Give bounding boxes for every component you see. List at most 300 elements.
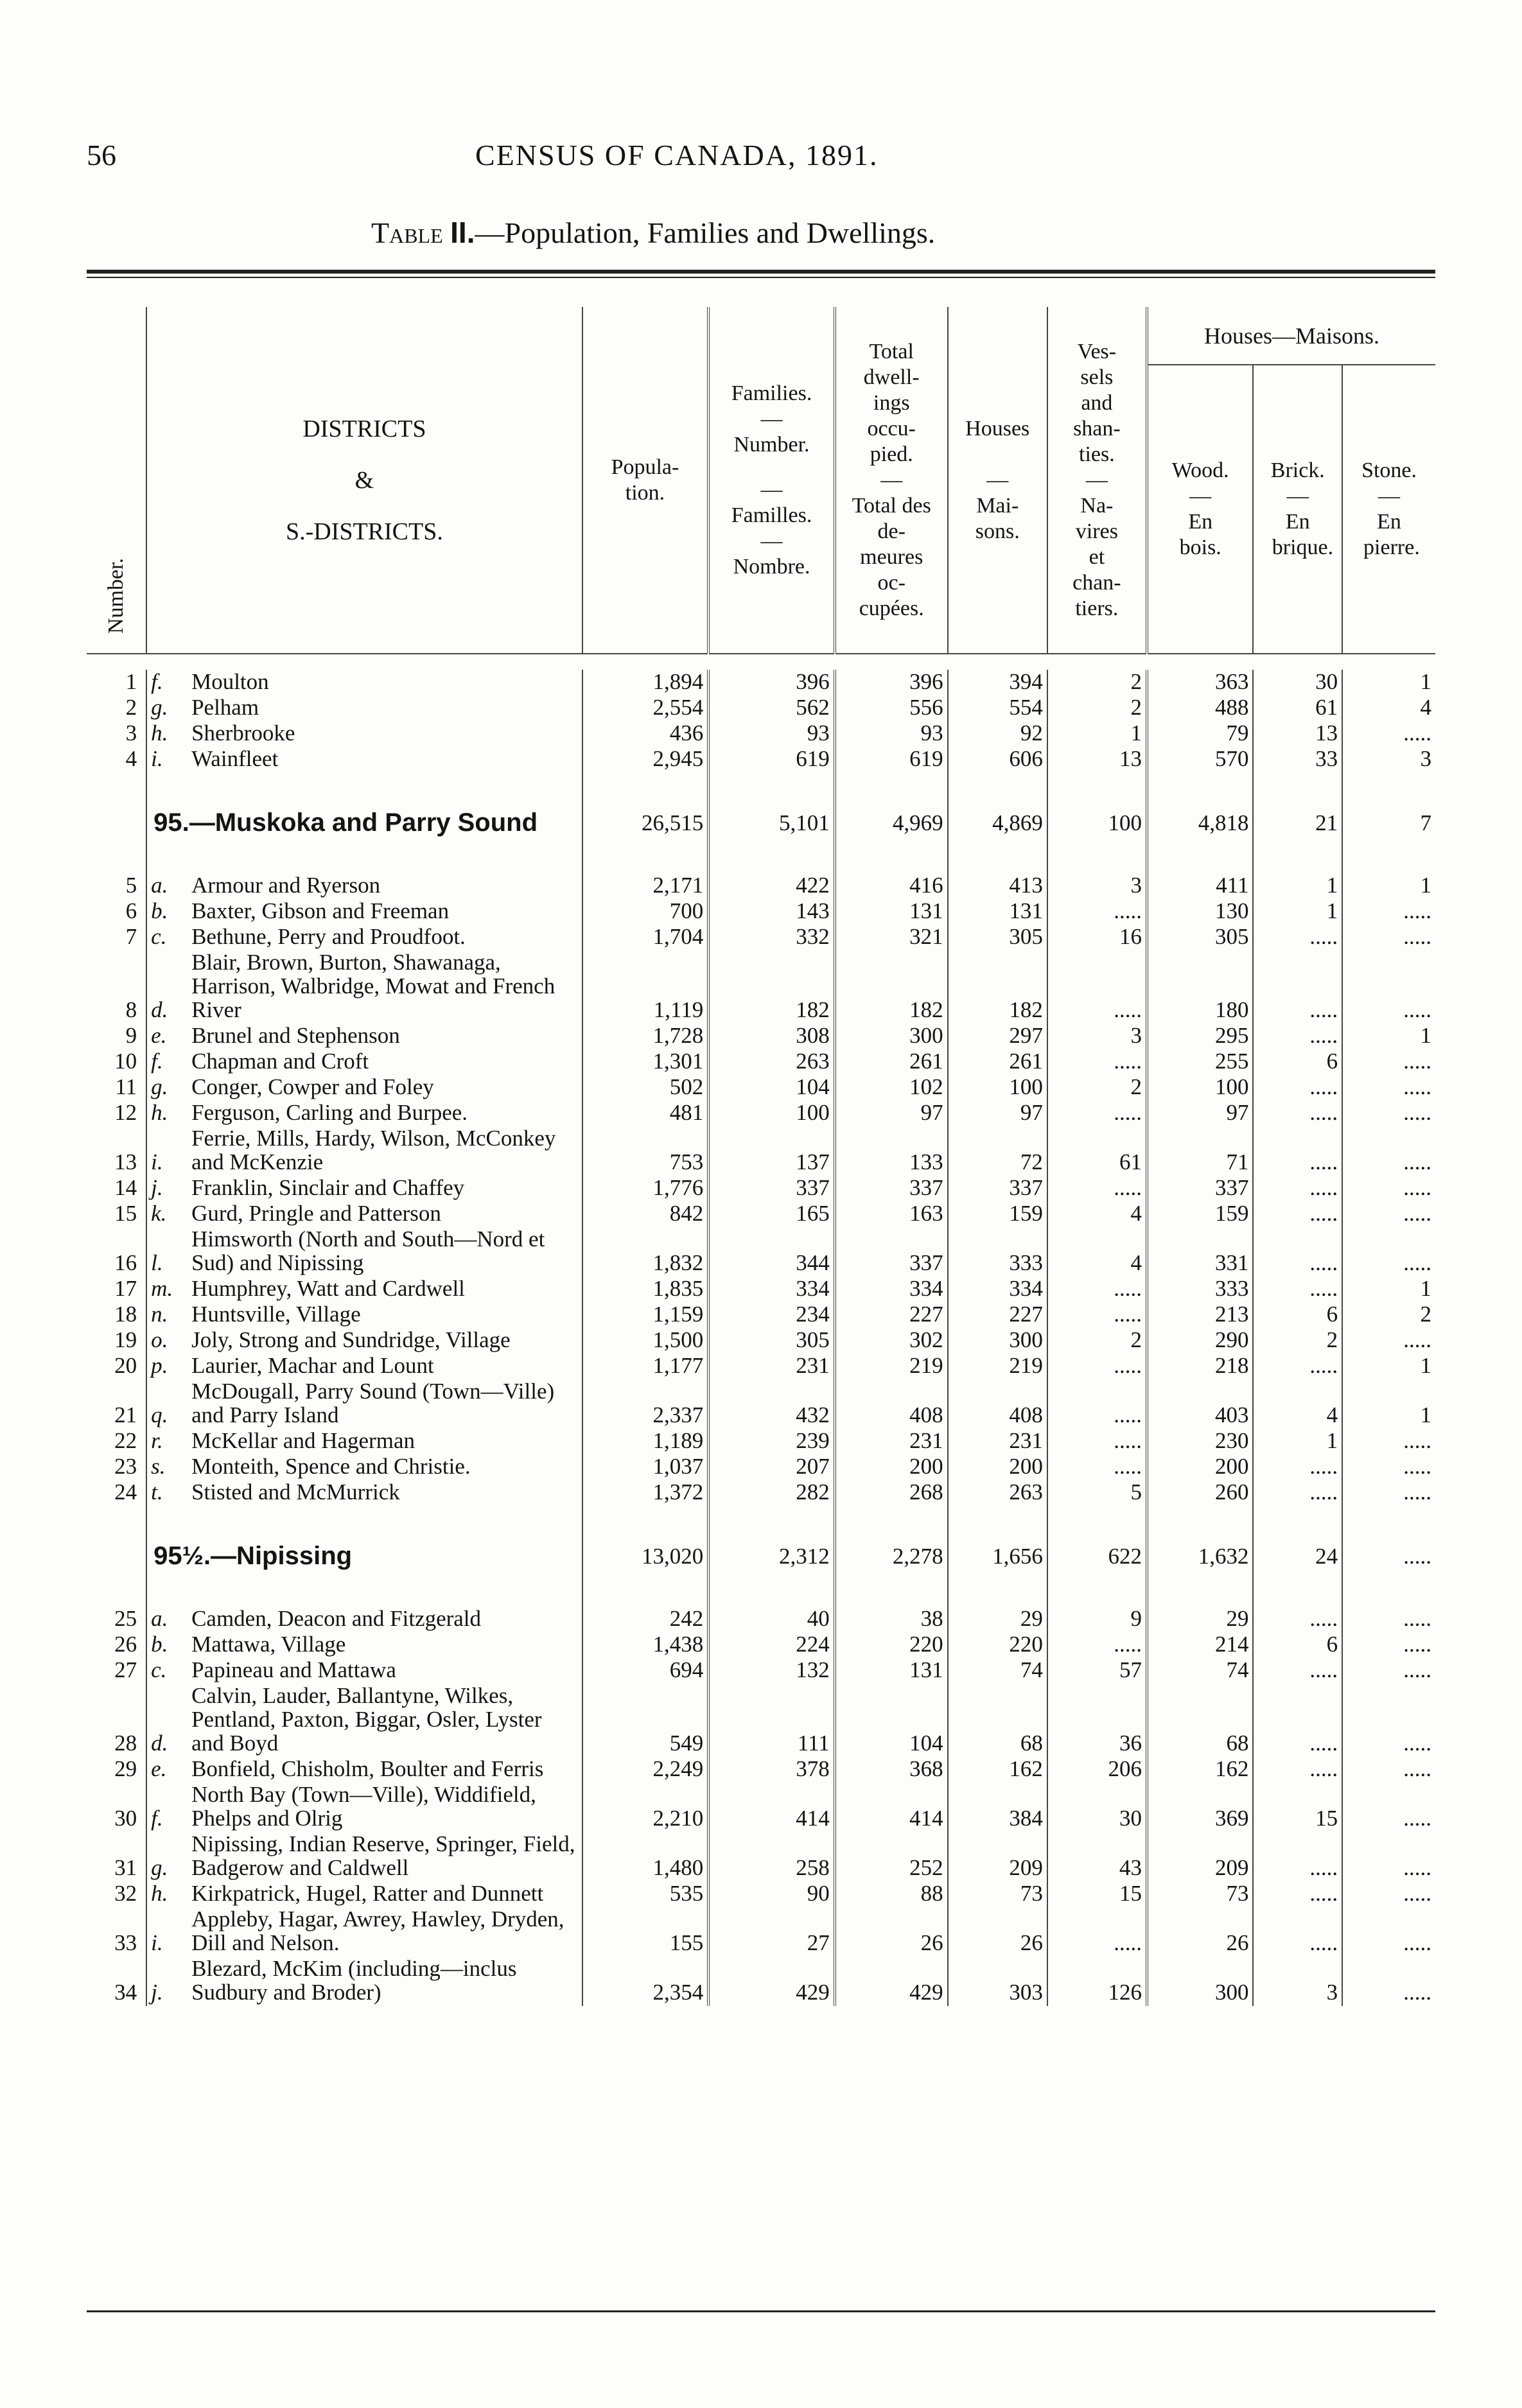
- stone-column-header: [1342, 365, 1435, 654]
- houses-fr-label: Mai- sons.: [975, 493, 1020, 543]
- district-name: Camden, Deacon and Fitzgerald: [191, 1606, 482, 1631]
- table-row: [87, 1328, 1435, 1352]
- cell-pop: 1,177: [582, 1354, 709, 1377]
- district-name: Appleby, Hagar, Awrey, Hawley, Dryden, Dill and Nelson.: [191, 1906, 564, 1955]
- row-number: 4: [125, 746, 137, 771]
- cell-ho: 413: [948, 873, 1047, 897]
- row-letter: j.: [146, 1176, 185, 1200]
- row-letter: b.: [146, 899, 185, 923]
- cell-br: .....: [1253, 1907, 1342, 1955]
- table-title: [371, 215, 935, 250]
- population-column-header: [582, 307, 709, 654]
- cell-wo: 180: [1147, 950, 1254, 1022]
- cell-ho: 606: [948, 747, 1047, 771]
- cell-pop: 1,037: [582, 1454, 709, 1478]
- table-row: [87, 1454, 1435, 1478]
- wood-column-header: [1147, 365, 1254, 654]
- cell-st: 1: [1342, 1277, 1435, 1300]
- row-number: 32: [114, 1881, 137, 1906]
- cell-ve: 126: [1047, 1957, 1147, 2004]
- cell-ve: .....: [1047, 1176, 1147, 1200]
- cell-ho: 300: [948, 1328, 1047, 1352]
- cell-pop: 2,945: [582, 747, 709, 771]
- cell-dw: 337: [835, 1227, 948, 1275]
- district-name: North Bay (Town—Ville), Widdifield, Phelps and Olrig: [191, 1782, 536, 1831]
- row-number: 15: [114, 1201, 137, 1226]
- cell-ho: 1,656: [948, 1544, 1047, 1568]
- cell-dw: 408: [835, 1379, 948, 1427]
- cell-pop: 436: [582, 721, 709, 745]
- cell-wo: 300: [1147, 1957, 1254, 2004]
- section-total-row: [87, 1544, 1435, 1568]
- cell-ve: .....: [1047, 1907, 1147, 1955]
- cell-ho: 337: [948, 1176, 1047, 1200]
- cell-pop: 1,189: [582, 1429, 709, 1453]
- cell-ho: 263: [948, 1480, 1047, 1504]
- cell-wo: 1,632: [1147, 1544, 1254, 1568]
- cell-ve: .....: [1047, 950, 1147, 1022]
- cell-ve: 4: [1047, 1201, 1147, 1225]
- brick-column-header: [1253, 365, 1342, 654]
- row-letter: m.: [146, 1277, 185, 1300]
- families-nombre-label: Nombre.: [733, 554, 810, 579]
- table-row: [87, 1832, 1435, 1880]
- cell-ve: .....: [1047, 1101, 1147, 1124]
- row-number: 6: [125, 898, 137, 923]
- section-spacer: [87, 1568, 1435, 1607]
- cell-fam: 282: [708, 1480, 835, 1504]
- cell-dw: 268: [835, 1480, 948, 1504]
- cell-st: .....: [1342, 1429, 1435, 1453]
- cell-ho: 554: [948, 695, 1047, 719]
- cell-wo: 570: [1147, 747, 1254, 771]
- cell-dw: 429: [835, 1957, 948, 2004]
- row-number: 18: [114, 1302, 137, 1327]
- district-name: Papineau and Mattawa: [191, 1657, 396, 1682]
- cell-ve: 3: [1047, 1024, 1147, 1047]
- cell-ho: 334: [948, 1277, 1047, 1300]
- table-row: [87, 1881, 1435, 1905]
- cell-fam: 2,312: [708, 1544, 835, 1568]
- cell-pop: 2,554: [582, 695, 709, 719]
- cell-pop: 842: [582, 1201, 709, 1225]
- row-letter: b.: [146, 1632, 185, 1656]
- row-letter: h.: [146, 1881, 185, 1905]
- row-number: 13: [114, 1149, 137, 1174]
- families-fr-label: Familles.: [731, 503, 812, 527]
- cell-wo: 71: [1147, 1126, 1254, 1174]
- stone-en-label: Stone.: [1361, 458, 1417, 482]
- row-number: 30: [114, 1806, 137, 1831]
- row-letter: i.: [146, 1907, 185, 1955]
- table-row: [87, 873, 1435, 897]
- families-dash-1: —: [760, 406, 783, 431]
- cell-st: .....: [1342, 899, 1435, 923]
- cell-dw: 182: [835, 950, 948, 1022]
- cell-wo: 214: [1147, 1632, 1254, 1656]
- bottom-rule: [87, 2310, 1435, 2312]
- cell-wo: 218: [1147, 1354, 1254, 1377]
- cell-pop: 1,728: [582, 1024, 709, 1047]
- row-letter: e.: [146, 1024, 185, 1047]
- row-number: 14: [114, 1175, 137, 1200]
- cell-ho: 200: [948, 1454, 1047, 1478]
- cell-st: .....: [1342, 1454, 1435, 1478]
- row-letter: c.: [146, 1658, 185, 1682]
- row-letter: i.: [146, 1126, 185, 1174]
- row-letter: j.: [146, 1957, 185, 2004]
- cell-st: 1: [1342, 1379, 1435, 1427]
- row-letter: l.: [146, 1227, 185, 1275]
- row-letter: p.: [146, 1354, 185, 1377]
- district-name: Bonfield, Chisholm, Boulter and Ferris: [191, 1756, 544, 1781]
- table-row: [87, 1354, 1435, 1377]
- cell-ho: 297: [948, 1024, 1047, 1047]
- cell-ho: 261: [948, 1049, 1047, 1073]
- cell-ve: .....: [1047, 1429, 1147, 1453]
- cell-fam: 104: [708, 1075, 835, 1099]
- census-table: [87, 307, 1435, 2006]
- row-number: 1: [125, 669, 137, 694]
- cell-ve: .....: [1047, 1302, 1147, 1326]
- cell-br: 2: [1253, 1328, 1342, 1352]
- districts-column-header: [146, 307, 582, 654]
- table-row: [87, 695, 1435, 719]
- district-name: Joly, Strong and Sundridge, Village: [191, 1327, 511, 1352]
- wood-dash: —: [1189, 484, 1212, 508]
- houses-column-header: [948, 307, 1047, 654]
- cell-dw: 163: [835, 1201, 948, 1225]
- cell-fam: 165: [708, 1201, 835, 1225]
- district-name: Monteith, Spence and Christie.: [191, 1454, 471, 1479]
- cell-ve: 3: [1047, 873, 1147, 897]
- cell-dw: 416: [835, 873, 948, 897]
- dwellings-fr-label: Total des de- meures oc- cupées.: [852, 493, 931, 620]
- cell-dw: 131: [835, 899, 948, 923]
- row-letter: s.: [146, 1454, 185, 1478]
- row-letter: n.: [146, 1302, 185, 1326]
- cell-ho: 4,869: [948, 811, 1047, 835]
- cell-pop: 535: [582, 1881, 709, 1905]
- cell-fam: 207: [708, 1454, 835, 1478]
- cell-fam: 111: [708, 1684, 835, 1755]
- cell-br: 24: [1253, 1544, 1342, 1568]
- cell-ve: 61: [1047, 1126, 1147, 1174]
- table-label: Table: [371, 216, 443, 249]
- table-row: [87, 1757, 1435, 1781]
- row-letter: r.: [146, 1429, 185, 1453]
- cell-pop: 155: [582, 1907, 709, 1955]
- cell-br: .....: [1253, 1277, 1342, 1300]
- cell-fam: 90: [708, 1881, 835, 1905]
- cell-dw: 619: [835, 747, 948, 771]
- district-name: Stisted and McMurrick: [191, 1479, 400, 1505]
- district-name: Blair, Brown, Burton, Shawanaga, Harrison, Walbridge, Mowat and French River: [191, 950, 555, 1022]
- cell-ve: 1: [1047, 721, 1147, 745]
- district-name: Conger, Cowper and Foley: [191, 1074, 434, 1099]
- row-number: 11: [115, 1074, 137, 1099]
- table-number: II.: [450, 216, 475, 249]
- cell-br: .....: [1253, 1126, 1342, 1174]
- cell-dw: 368: [835, 1757, 948, 1781]
- cell-br: .....: [1253, 1024, 1342, 1047]
- section-total-row: [87, 811, 1435, 835]
- wood-en-label: Wood.: [1171, 458, 1229, 482]
- table-row: [87, 1907, 1435, 1955]
- cell-wo: 100: [1147, 1075, 1254, 1099]
- cell-st: .....: [1342, 721, 1435, 745]
- table-row: [87, 747, 1435, 771]
- wood-fr-label: En bois.: [1179, 510, 1221, 559]
- cell-wo: 403: [1147, 1379, 1254, 1427]
- row-number: [87, 1544, 146, 1568]
- cell-ho: 26: [948, 1907, 1047, 1955]
- cell-wo: 79: [1147, 721, 1254, 745]
- table-row: [87, 1957, 1435, 2004]
- cell-br: 33: [1253, 747, 1342, 771]
- table-row: [87, 1227, 1435, 1275]
- cell-dw: 414: [835, 1783, 948, 1830]
- cell-st: .....: [1342, 1201, 1435, 1225]
- cell-fam: 40: [708, 1607, 835, 1630]
- cell-st: 1: [1342, 670, 1435, 694]
- cell-wo: 230: [1147, 1429, 1254, 1453]
- vessels-fr-label: Na- vires et chan- tiers.: [1072, 493, 1121, 620]
- cell-br: .....: [1253, 1227, 1342, 1275]
- row-letter: a.: [146, 1607, 185, 1630]
- cell-fam: 132: [708, 1658, 835, 1682]
- row-number: 33: [114, 1930, 137, 1955]
- cell-wo: 295: [1147, 1024, 1254, 1047]
- cell-pop: 700: [582, 899, 709, 923]
- cell-fam: 263: [708, 1049, 835, 1073]
- cell-ve: 206: [1047, 1757, 1147, 1781]
- row-number: 10: [114, 1049, 137, 1074]
- cell-ho: 333: [948, 1227, 1047, 1275]
- cell-wo: 337: [1147, 1176, 1254, 1200]
- cell-fam: 562: [708, 695, 835, 719]
- district-name: Blezard, McKim (including—inclus Sudbury and Broder): [191, 1956, 517, 2005]
- cell-pop: 1,500: [582, 1328, 709, 1352]
- table-row: [87, 1480, 1435, 1504]
- cell-pop: 1,832: [582, 1227, 709, 1275]
- cell-ve: 4: [1047, 1227, 1147, 1275]
- districts-line-2: &: [354, 466, 374, 494]
- cell-fam: 334: [708, 1277, 835, 1300]
- cell-fam: 137: [708, 1126, 835, 1174]
- cell-ho: 219: [948, 1354, 1047, 1377]
- row-number: 31: [114, 1855, 137, 1880]
- families-column-header: [708, 307, 835, 654]
- cell-br: .....: [1253, 925, 1342, 948]
- districts-line-1: DISTRICTS: [302, 415, 426, 442]
- cell-st: .....: [1342, 1544, 1435, 1568]
- cell-dw: 302: [835, 1328, 948, 1352]
- cell-br: .....: [1253, 1757, 1342, 1781]
- cell-ve: 100: [1047, 811, 1147, 835]
- cell-pop: 1,119: [582, 950, 709, 1022]
- row-letter: f.: [146, 1049, 185, 1073]
- row-letter: d.: [146, 1684, 185, 1755]
- cell-pop: 694: [582, 1658, 709, 1682]
- cell-dw: 396: [835, 670, 948, 694]
- cell-dw: 93: [835, 721, 948, 745]
- cell-ho: 394: [948, 670, 1047, 694]
- vessels-dash: —: [1085, 467, 1108, 492]
- cell-ve: 36: [1047, 1684, 1147, 1755]
- cell-st: .....: [1342, 1480, 1435, 1504]
- cell-pop: 13,020: [582, 1544, 709, 1568]
- cell-br: .....: [1253, 1354, 1342, 1377]
- cell-fam: 308: [708, 1024, 835, 1047]
- table-row: [87, 1024, 1435, 1047]
- cell-wo: 97: [1147, 1101, 1254, 1124]
- row-number: 7: [125, 924, 137, 949]
- cell-st: .....: [1342, 1957, 1435, 2004]
- cell-br: .....: [1253, 1454, 1342, 1478]
- cell-br: 21: [1253, 811, 1342, 835]
- cell-ho: 100: [948, 1075, 1047, 1099]
- cell-ve: 13: [1047, 747, 1147, 771]
- table-row: [87, 925, 1435, 948]
- cell-pop: 2,210: [582, 1783, 709, 1830]
- cell-dw: 102: [835, 1075, 948, 1099]
- brick-dash: —: [1286, 484, 1309, 508]
- cell-st: .....: [1342, 1101, 1435, 1124]
- district-name: Himsworth (North and South—Nord et Sud) and Nipissing: [191, 1226, 545, 1275]
- cell-wo: 411: [1147, 873, 1254, 897]
- cell-fam: 429: [708, 1957, 835, 2004]
- cell-dw: 261: [835, 1049, 948, 1073]
- dwellings-dash: —: [880, 467, 903, 492]
- cell-fam: 378: [708, 1757, 835, 1781]
- table-row: [87, 1201, 1435, 1225]
- families-number-label: Number.: [733, 432, 810, 457]
- row-number: 12: [114, 1100, 137, 1125]
- district-name: Moulton: [191, 669, 269, 694]
- cell-wo: 369: [1147, 1783, 1254, 1830]
- cell-br: .....: [1253, 1176, 1342, 1200]
- top-rule-thick: [87, 270, 1435, 274]
- row-letter: i.: [146, 747, 185, 771]
- cell-ve: .....: [1047, 1379, 1147, 1427]
- cell-br: .....: [1253, 1832, 1342, 1880]
- cell-dw: 97: [835, 1101, 948, 1124]
- cell-st: .....: [1342, 1075, 1435, 1099]
- cell-dw: 300: [835, 1024, 948, 1047]
- row-number: 34: [114, 1980, 137, 2005]
- district-name: Calvin, Lauder, Ballantyne, Wilkes, Pentland, Paxton, Biggar, Osler, Lyster and Boyd: [191, 1683, 542, 1756]
- row-letter: a.: [146, 873, 185, 897]
- row-number: 9: [125, 1023, 137, 1048]
- cell-wo: 363: [1147, 670, 1254, 694]
- cell-pop: 1,776: [582, 1176, 709, 1200]
- table-row: [87, 1607, 1435, 1630]
- table-subtitle: —Population, Families and Dwellings.: [475, 216, 936, 249]
- cell-br: 6: [1253, 1302, 1342, 1326]
- cell-br: 6: [1253, 1049, 1342, 1073]
- cell-st: .....: [1342, 1658, 1435, 1682]
- row-letter: g.: [146, 1075, 185, 1099]
- row-letter: g.: [146, 1832, 185, 1880]
- cell-br: 61: [1253, 695, 1342, 719]
- table-row: [87, 1075, 1435, 1099]
- cell-ve: 30: [1047, 1783, 1147, 1830]
- table-body: [87, 670, 1435, 2006]
- cell-ve: 57: [1047, 1658, 1147, 1682]
- table-header: [87, 307, 1435, 670]
- row-number: 2: [125, 695, 137, 720]
- table-row: [87, 721, 1435, 745]
- cell-dw: 88: [835, 1881, 948, 1905]
- cell-fam: 332: [708, 925, 835, 948]
- cell-pop: 1,835: [582, 1277, 709, 1300]
- cell-fam: 432: [708, 1379, 835, 1427]
- cell-br: .....: [1253, 1201, 1342, 1225]
- cell-st: 1: [1342, 1024, 1435, 1047]
- cell-st: 3: [1342, 747, 1435, 771]
- cell-dw: 337: [835, 1176, 948, 1200]
- cell-pop: 481: [582, 1101, 709, 1124]
- cell-ve: 2: [1047, 1328, 1147, 1352]
- table-row: [87, 1783, 1435, 1830]
- row-number: 24: [114, 1479, 137, 1505]
- district-name: Brunel and Stephenson: [191, 1023, 400, 1048]
- row-number: 3: [125, 720, 137, 746]
- cell-pop: 1,372: [582, 1480, 709, 1504]
- section-spacer: [87, 1506, 1435, 1544]
- cell-wo: 74: [1147, 1658, 1254, 1682]
- cell-ho: 384: [948, 1783, 1047, 1830]
- cell-fam: 396: [708, 670, 835, 694]
- row-number: 29: [114, 1756, 137, 1781]
- population-label: Popula- tion.: [611, 455, 679, 505]
- cell-dw: 38: [835, 1607, 948, 1630]
- table-row: [87, 950, 1435, 1022]
- table-row: [87, 1658, 1435, 1682]
- cell-ho: 74: [948, 1658, 1047, 1682]
- row-letter: c.: [146, 925, 185, 948]
- cell-br: .....: [1253, 1881, 1342, 1905]
- cell-st: .....: [1342, 1328, 1435, 1352]
- cell-br: .....: [1253, 1684, 1342, 1755]
- table-row: [87, 1379, 1435, 1427]
- cell-br: 6: [1253, 1632, 1342, 1656]
- district-name: Laurier, Machar and Lount: [191, 1353, 434, 1378]
- table-row: [87, 1277, 1435, 1300]
- district-name: Huntsville, Village: [191, 1302, 361, 1327]
- cell-pop: 753: [582, 1126, 709, 1174]
- row-letter: q.: [146, 1379, 185, 1427]
- district-name: Franklin, Sinclair and Chaffey: [191, 1175, 465, 1200]
- district-name: Sherbrooke: [191, 720, 295, 746]
- cell-ho: 92: [948, 721, 1047, 745]
- cell-wo: 68: [1147, 1684, 1254, 1755]
- number-column-header: Number.: [104, 557, 128, 634]
- cell-dw: 321: [835, 925, 948, 948]
- district-name: Kirkpatrick, Hugel, Ratter and Dunnett: [191, 1881, 544, 1906]
- cell-ve: 5: [1047, 1480, 1147, 1504]
- cell-fam: 344: [708, 1227, 835, 1275]
- cell-dw: 334: [835, 1277, 948, 1300]
- vessels-column-header: [1047, 307, 1147, 654]
- row-letter: o.: [146, 1328, 185, 1352]
- families-dash-2: —: [760, 477, 783, 502]
- table-row: [87, 1176, 1435, 1200]
- cell-pop: 549: [582, 1684, 709, 1755]
- cell-wo: 209: [1147, 1832, 1254, 1880]
- cell-ve: 43: [1047, 1832, 1147, 1880]
